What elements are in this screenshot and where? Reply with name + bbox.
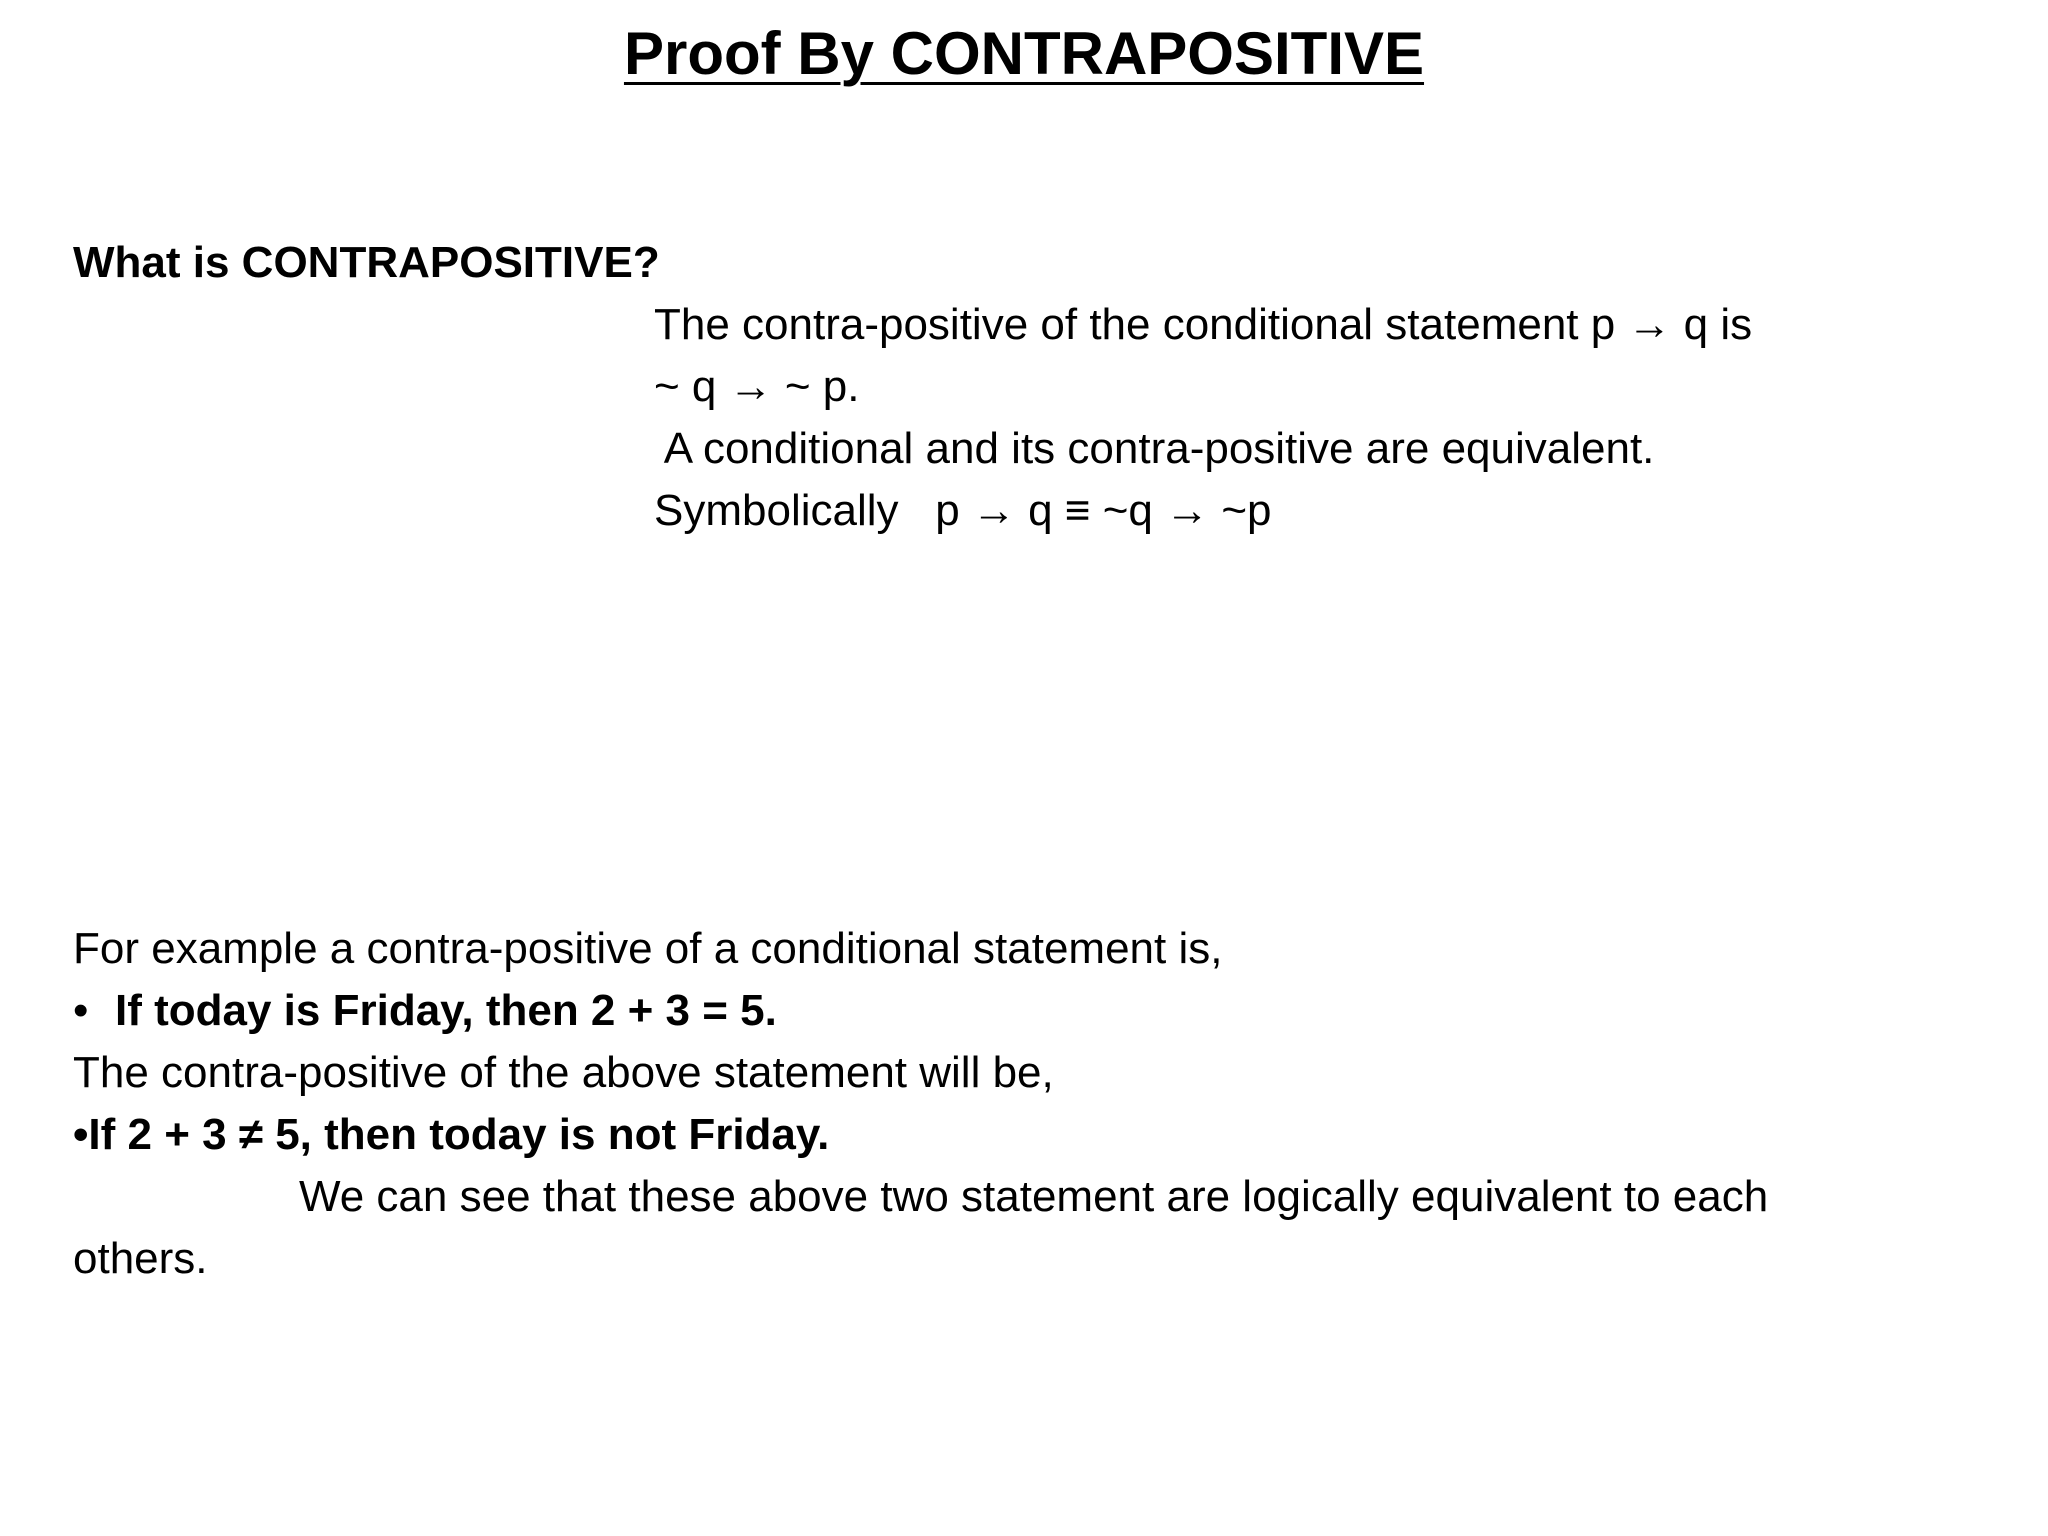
example-statement: [73, 980, 1768, 1042]
example-transition: The contra-positive of the above statement will be,: [73, 1048, 1054, 1097]
definition-line: A conditional and its contra-positive are equivalent.: [654, 424, 1655, 473]
example-contrapositive: •If 2 + 3 ≠ 5, then today is not Friday.: [73, 1110, 830, 1159]
definition-block: [654, 294, 1752, 542]
definition-line: The contra-positive of the conditional statement p → q is: [654, 300, 1753, 349]
example-intro: For example a contra-positive of a conditional statement is,: [73, 924, 1223, 973]
bullet-icon: •: [73, 986, 89, 1035]
slide-title: Proof By CONTRAPOSITIVE: [623, 20, 1425, 87]
example-conclusion: [73, 1166, 1768, 1228]
symbolic-equivalence: Symbolically p → q ≡ ~q → ~p: [654, 486, 1272, 535]
definition-line: ~ q → ~ p.: [654, 362, 860, 411]
example-statement-text: If today is Friday, then 2 + 3 = 5.: [115, 986, 777, 1035]
section-question: What is CONTRAPOSITIVE?: [73, 238, 660, 287]
example-conclusion-continued: others.: [73, 1234, 208, 1283]
example-block: [73, 918, 1768, 1290]
conclusion-text: We can see that these above two statement are logically equivalent to each: [299, 1172, 1769, 1221]
